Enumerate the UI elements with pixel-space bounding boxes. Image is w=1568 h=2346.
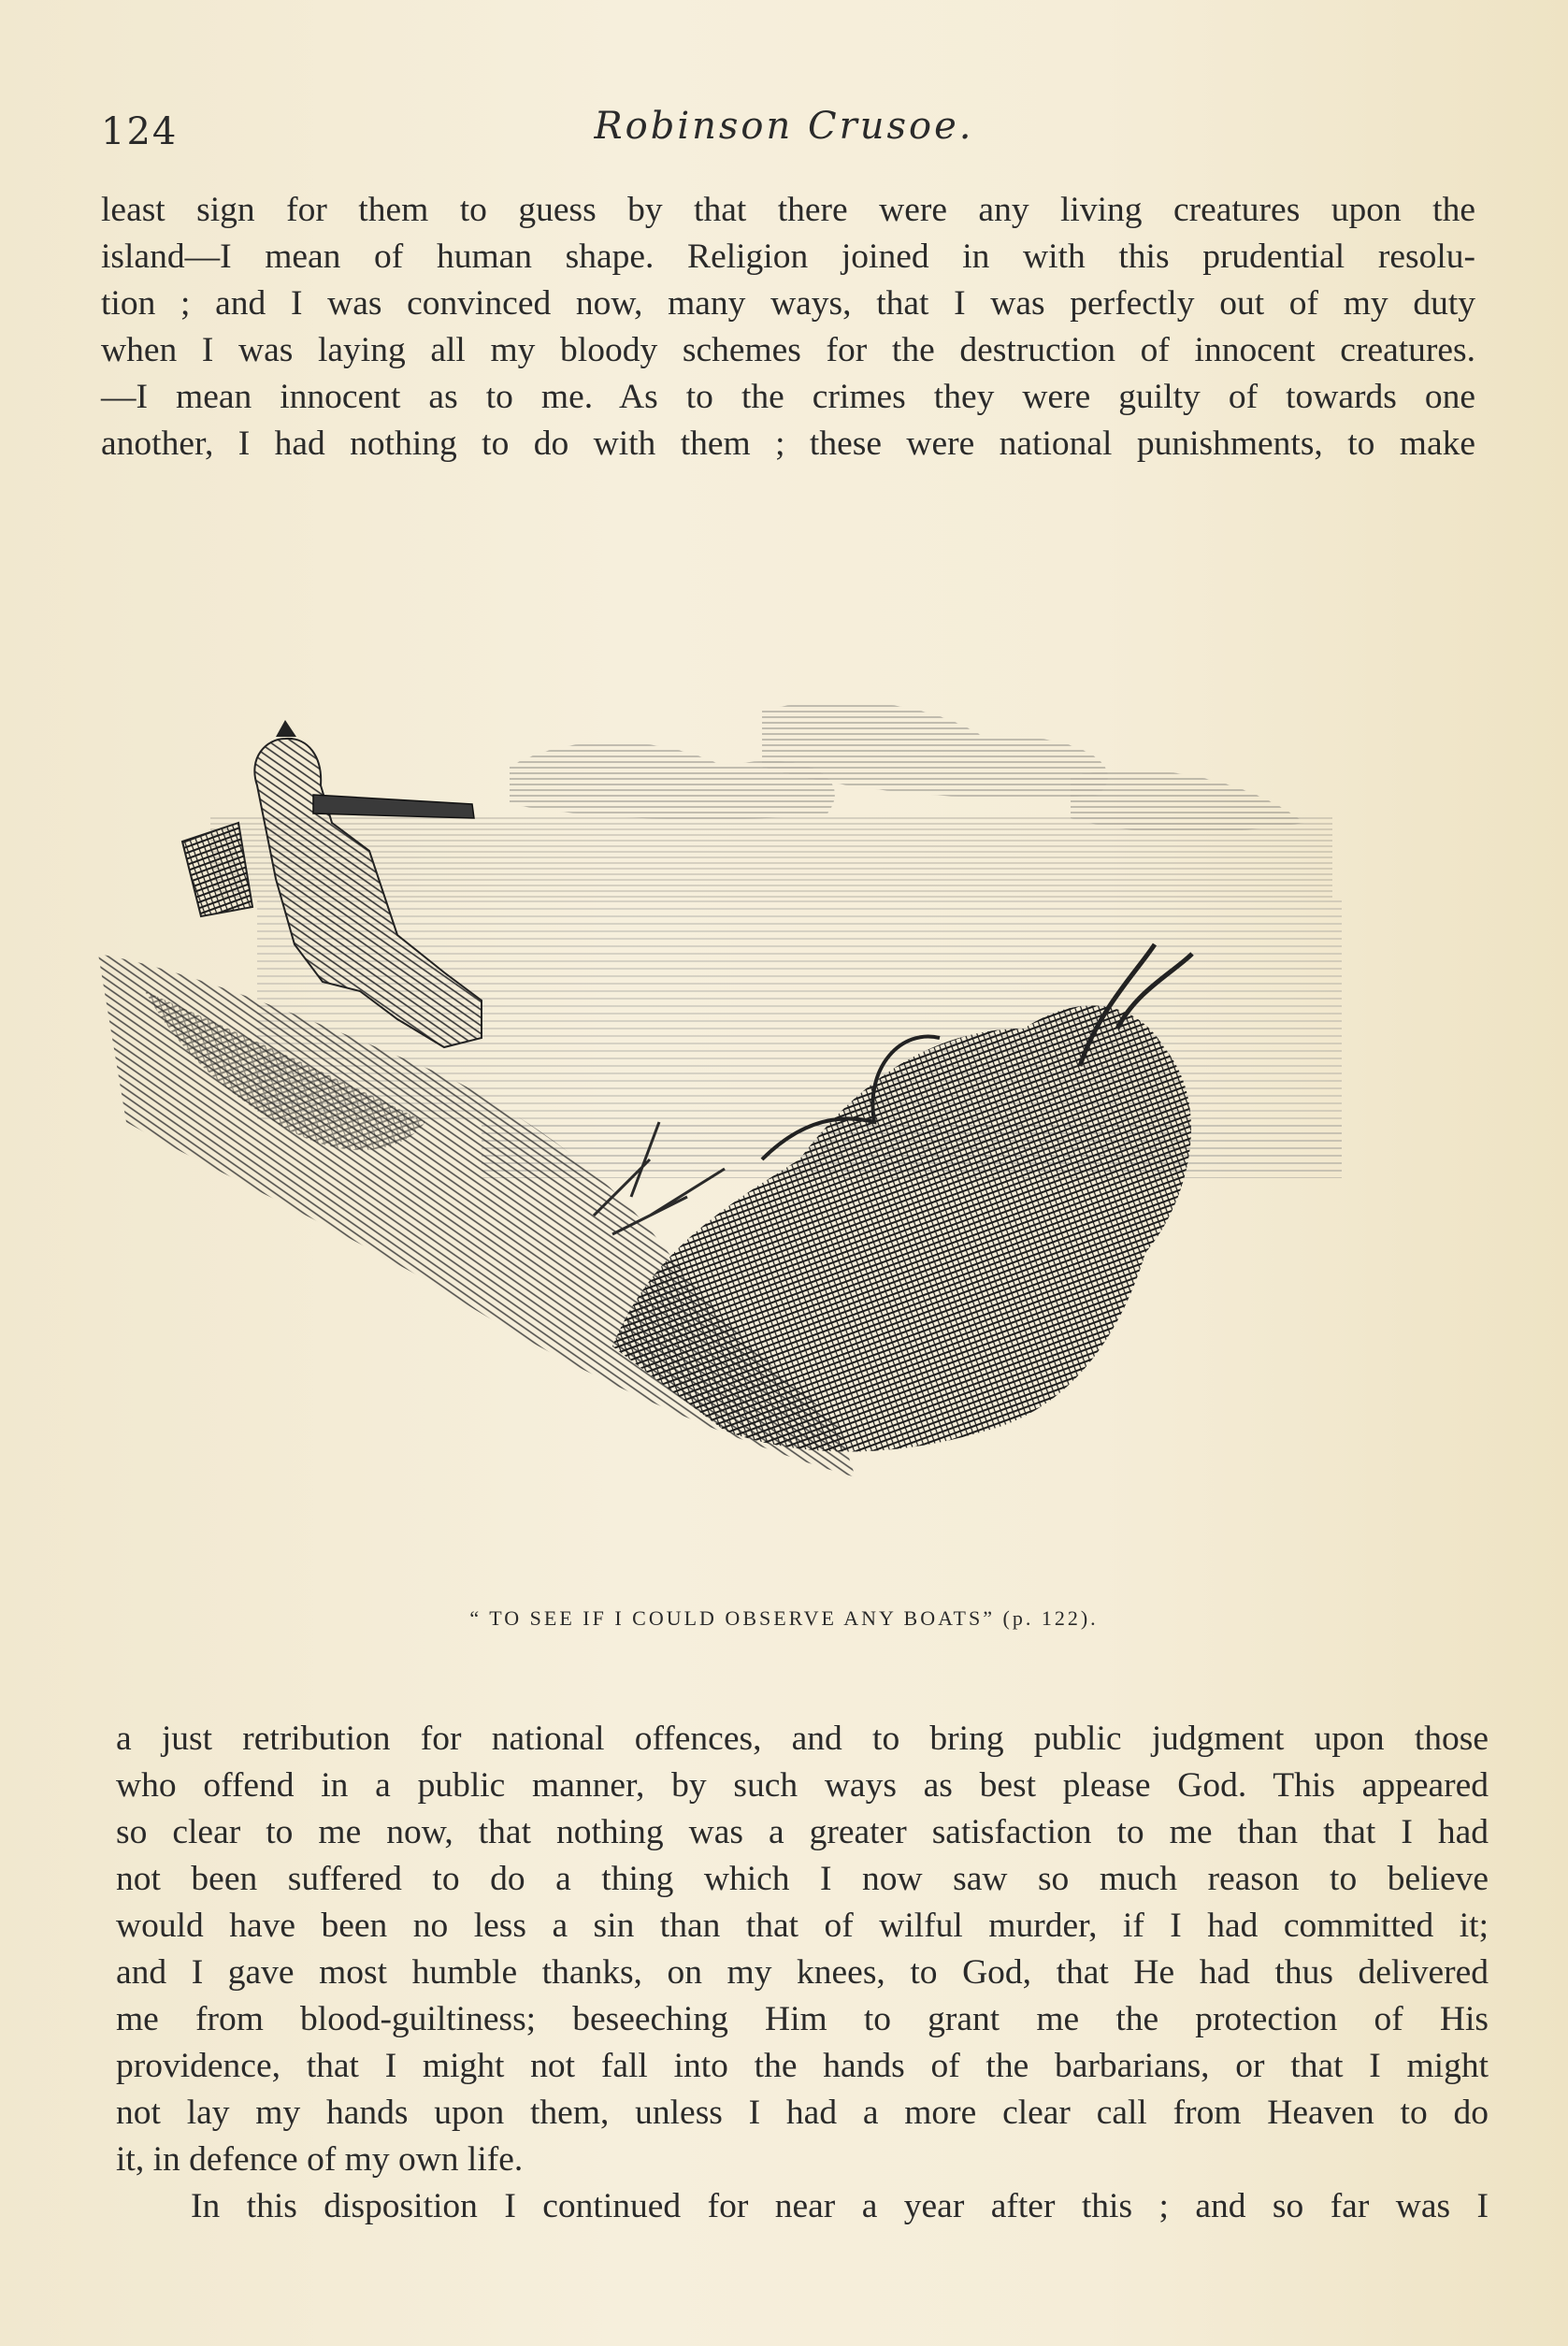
text-line: not lay my hands upon them, unless I had a more clear call from Heaven to do	[116, 2094, 1489, 2132]
running-title: Robinson Crusoe.	[594, 105, 974, 148]
text-line: so clear to me now, that nothing was a greater satisfaction to me than that I had	[116, 1813, 1489, 1851]
text-line: island—I mean of human shape. Religion joined in with this prudential resolu-	[101, 237, 1475, 276]
text-line: who offend in a public manner, by such ways as best please God. This appeared	[116, 1766, 1489, 1805]
text-line: providence, that I might not fall into the hands of the barbarians, or that I might	[116, 2047, 1489, 2085]
text-line: not been suffered to do a thing which I now saw so much reason to believe	[116, 1860, 1489, 1898]
paragraph-bottom	[116, 1716, 1489, 2230]
paragraph-top	[101, 187, 1475, 468]
text-line: me from blood-guiltiness; beseeching Him to grant me the protection of His	[116, 2000, 1489, 2038]
text-line: In this disposition I continued for near a year after this ; and so far was I	[191, 2187, 1489, 2225]
text-line: tion ; and I was convinced now, many ways, that I was perfectly out of my duty	[101, 284, 1475, 323]
engraving-illustration	[89, 636, 1398, 1571]
text-line: least sign for them to guess by that there were any living creatures upon the	[101, 191, 1475, 229]
illustration-caption: “ TO SEE IF I COULD OBSERVE ANY BOATS” (p. 122).	[469, 1606, 1099, 1630]
text-line: it, in defence of my own life.	[116, 2140, 524, 2179]
text-line: —I mean innocent as to me. As to the crimes they were guilty of towards one	[101, 378, 1475, 416]
text-line: another, I had nothing to do with them ; these were national punishments, to make	[101, 425, 1475, 463]
page-number: 124	[101, 110, 179, 153]
text-line: a just retribution for national offences, and to bring public judgment upon those	[116, 1720, 1489, 1758]
text-line: and I gave most humble thanks, on my knees, to God, that He had thus delivered	[116, 1953, 1489, 1992]
text-line: when I was laying all my bloody schemes for the destruction of innocent creatures.	[101, 331, 1475, 369]
text-line: would have been no less a sin than that of wilful murder, if I had committed it;	[116, 1907, 1489, 1945]
